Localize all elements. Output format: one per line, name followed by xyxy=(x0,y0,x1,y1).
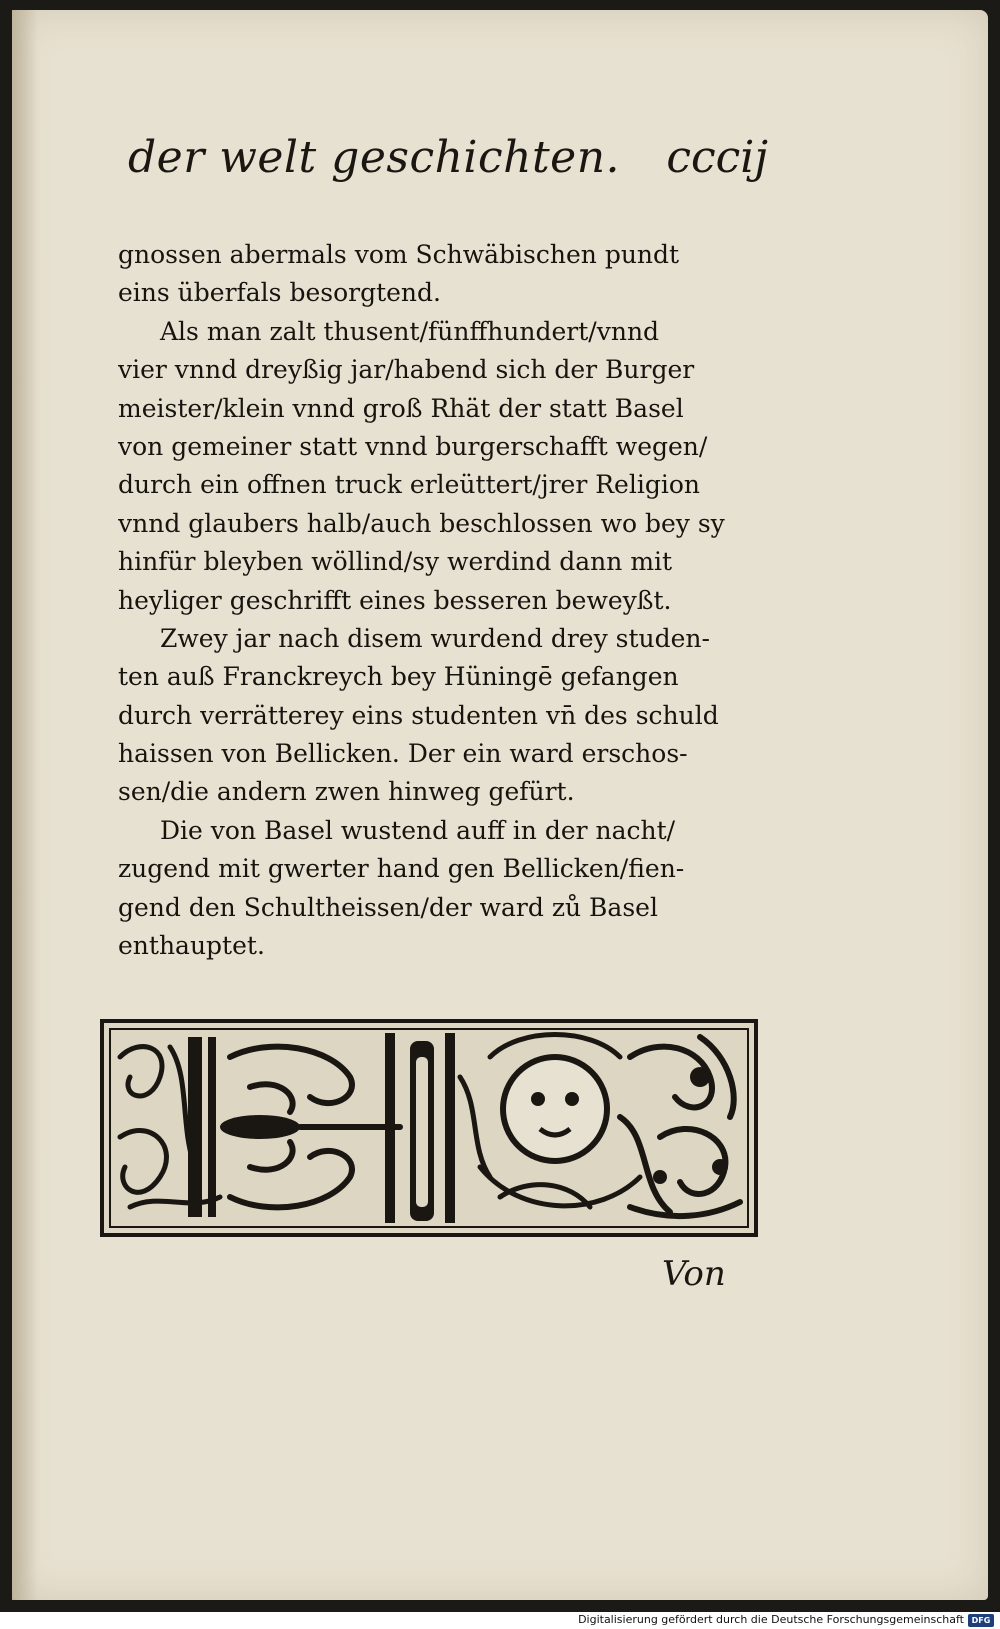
text-line: durch verrätterey eins studenten vn̄ des schuld xyxy=(118,700,719,730)
text-line: enthauptet. xyxy=(118,931,265,961)
text-line: eins überfals besorgtend. xyxy=(118,278,441,308)
page-header xyxy=(128,132,768,202)
folio-number: cccij xyxy=(666,132,768,183)
text-line: zugend mit gwerter hand gen Bellicken/fien- xyxy=(118,854,685,884)
text-line: Als man zalt thusent/fünffhundert/vnnd xyxy=(160,316,660,346)
running-head: der welt geschichten. xyxy=(128,132,621,183)
text-line: von gemeiner statt vnnd burgerschafft wegen/ xyxy=(118,431,708,461)
woodcut-ornament-band xyxy=(100,1017,758,1239)
text-line: gend den Schultheissen/der ward zů Basel xyxy=(118,892,658,922)
text-line: sen/die andern zwen hinweg gefürt. xyxy=(118,777,575,807)
text-line: meister/klein vnnd groß Rhät der statt Basel xyxy=(118,393,684,423)
text-line: Zwey jar nach disem wurdend drey studen- xyxy=(160,623,710,653)
dfg-logo: DFG xyxy=(968,1614,994,1627)
text-line: gnossen abermals vom Schwäbischen pundt xyxy=(118,240,680,269)
digitization-footer xyxy=(0,1612,1000,1629)
text-line: hinfür bleyben wöllind/sy werdind dann mit xyxy=(118,547,673,577)
text-line: vnnd glaubers halb/auch beschlossen wo bey sy xyxy=(118,508,725,538)
footer-credit: Digitalisierung gefördert durch die Deutsche Forschungsgemeinschaft xyxy=(578,1613,964,1626)
text-line: Die von Basel wustend auff in der nacht/ xyxy=(160,815,676,845)
text-line: vier vnnd dreyßig jar/habend sich der Burger xyxy=(118,355,695,385)
text-line: heyliger geschrifft eines besseren beweyßt. xyxy=(118,585,672,615)
text-line: haissen von Bellicken. Der ein ward erschos- xyxy=(118,739,688,769)
catchword: Von xyxy=(662,1254,726,1294)
text-line: durch ein offnen truck erleüttert/jrer Religion xyxy=(118,470,700,500)
text-line: ten auß Franckreych bey Hüningē gefangen xyxy=(118,662,679,692)
body-text xyxy=(118,236,738,965)
